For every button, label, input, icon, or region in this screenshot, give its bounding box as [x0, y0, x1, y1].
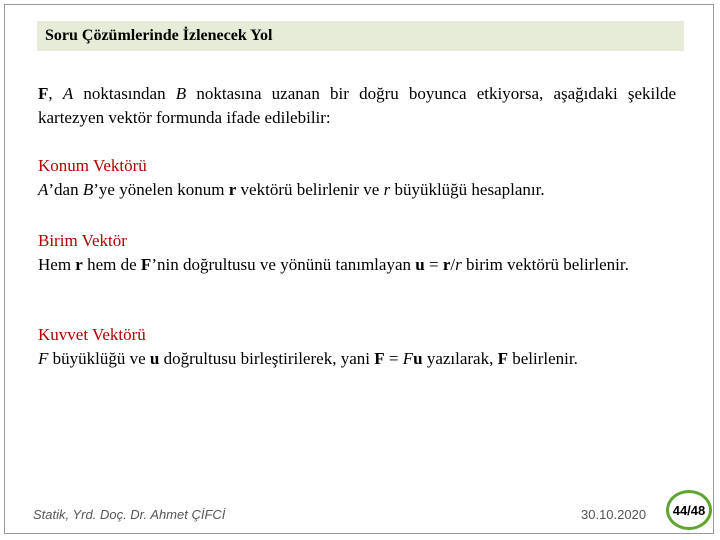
intro-text-3: noktasına uzanan bir doğru boyunca etkiyorsa, aşağıdaki şekilde kartezyen vektör formunda ifade edilebilir: — [38, 84, 677, 127]
kuvvet-text — [38, 347, 676, 371]
kuvvet-text-3: = — [384, 349, 403, 368]
konum-text-2: ’ye yönelen konum — [93, 180, 229, 199]
page-number-badge — [666, 490, 712, 530]
footer-author: Statik, Yrd. Doç. Dr. Ahmet ÇİFCİ — [33, 507, 226, 522]
birim-F-bold: F — [140, 255, 152, 274]
kuvvet-text-4: yazılarak, — [422, 349, 498, 368]
birim-text-1: Hem — [38, 255, 76, 274]
birim-r-bold-2: r — [442, 255, 451, 274]
intro-F: F — [38, 84, 49, 103]
birim-text-4: = — [424, 255, 443, 274]
konum-r-italic: r — [383, 180, 391, 199]
konum-text — [38, 178, 676, 202]
konum-A: A — [38, 180, 49, 199]
intro-text-2: noktasından — [73, 84, 176, 103]
kuvvet-F-bold-2: F — [497, 349, 508, 368]
intro-B: B — [175, 84, 187, 103]
page-number: 44/48 — [672, 502, 706, 518]
konum-text-4: büyüklüğü hesaplanır. — [390, 180, 545, 199]
footer-date: 30.10.2020 — [581, 507, 647, 522]
intro-paragraph — [38, 82, 676, 130]
birim-section — [38, 229, 676, 277]
kuvvet-u-bold-2: u — [413, 349, 423, 368]
konum-r-bold: r — [228, 180, 237, 199]
kuvvet-text-1: büyüklüğü ve — [48, 349, 150, 368]
kuvvet-heading: Kuvvet Vektörü — [38, 325, 146, 344]
birim-heading: Birim Vektör — [38, 231, 127, 250]
birim-text-3: ’nin doğrultusu ve yönünü tanımlayan — [151, 255, 416, 274]
birim-u-bold: u — [415, 255, 425, 274]
title-bar — [37, 21, 684, 51]
konum-text-1: ’dan — [48, 180, 83, 199]
birim-r-bold: r — [75, 255, 83, 274]
birim-text-6: birim vektörü belirlenir. — [461, 255, 629, 274]
birim-text-5: / — [450, 255, 456, 274]
kuvvet-u-bold: u — [149, 349, 160, 368]
konum-section — [38, 154, 676, 202]
kuvvet-section — [38, 323, 676, 371]
slide-title: Soru Çözümlerinde İzlenecek Yol — [45, 27, 273, 44]
kuvvet-F-bold: F — [374, 349, 385, 368]
kuvvet-F-italic: F — [38, 349, 49, 368]
birim-text — [38, 253, 676, 277]
konum-B: B — [82, 180, 94, 199]
kuvvet-text-5: belirlenir. — [508, 349, 578, 368]
intro-A: A — [62, 84, 74, 103]
birim-text-2: hem de — [82, 255, 141, 274]
konum-heading: Konum Vektörü — [38, 156, 147, 175]
intro-text-1: , — [48, 84, 63, 103]
kuvvet-F-italic-2: F — [402, 349, 414, 368]
kuvvet-text-2: doğrultusu birleştirilerek, yani — [159, 349, 375, 368]
birim-r-italic: r — [455, 255, 462, 274]
konum-text-3: vektörü belirlenir ve — [236, 180, 384, 199]
